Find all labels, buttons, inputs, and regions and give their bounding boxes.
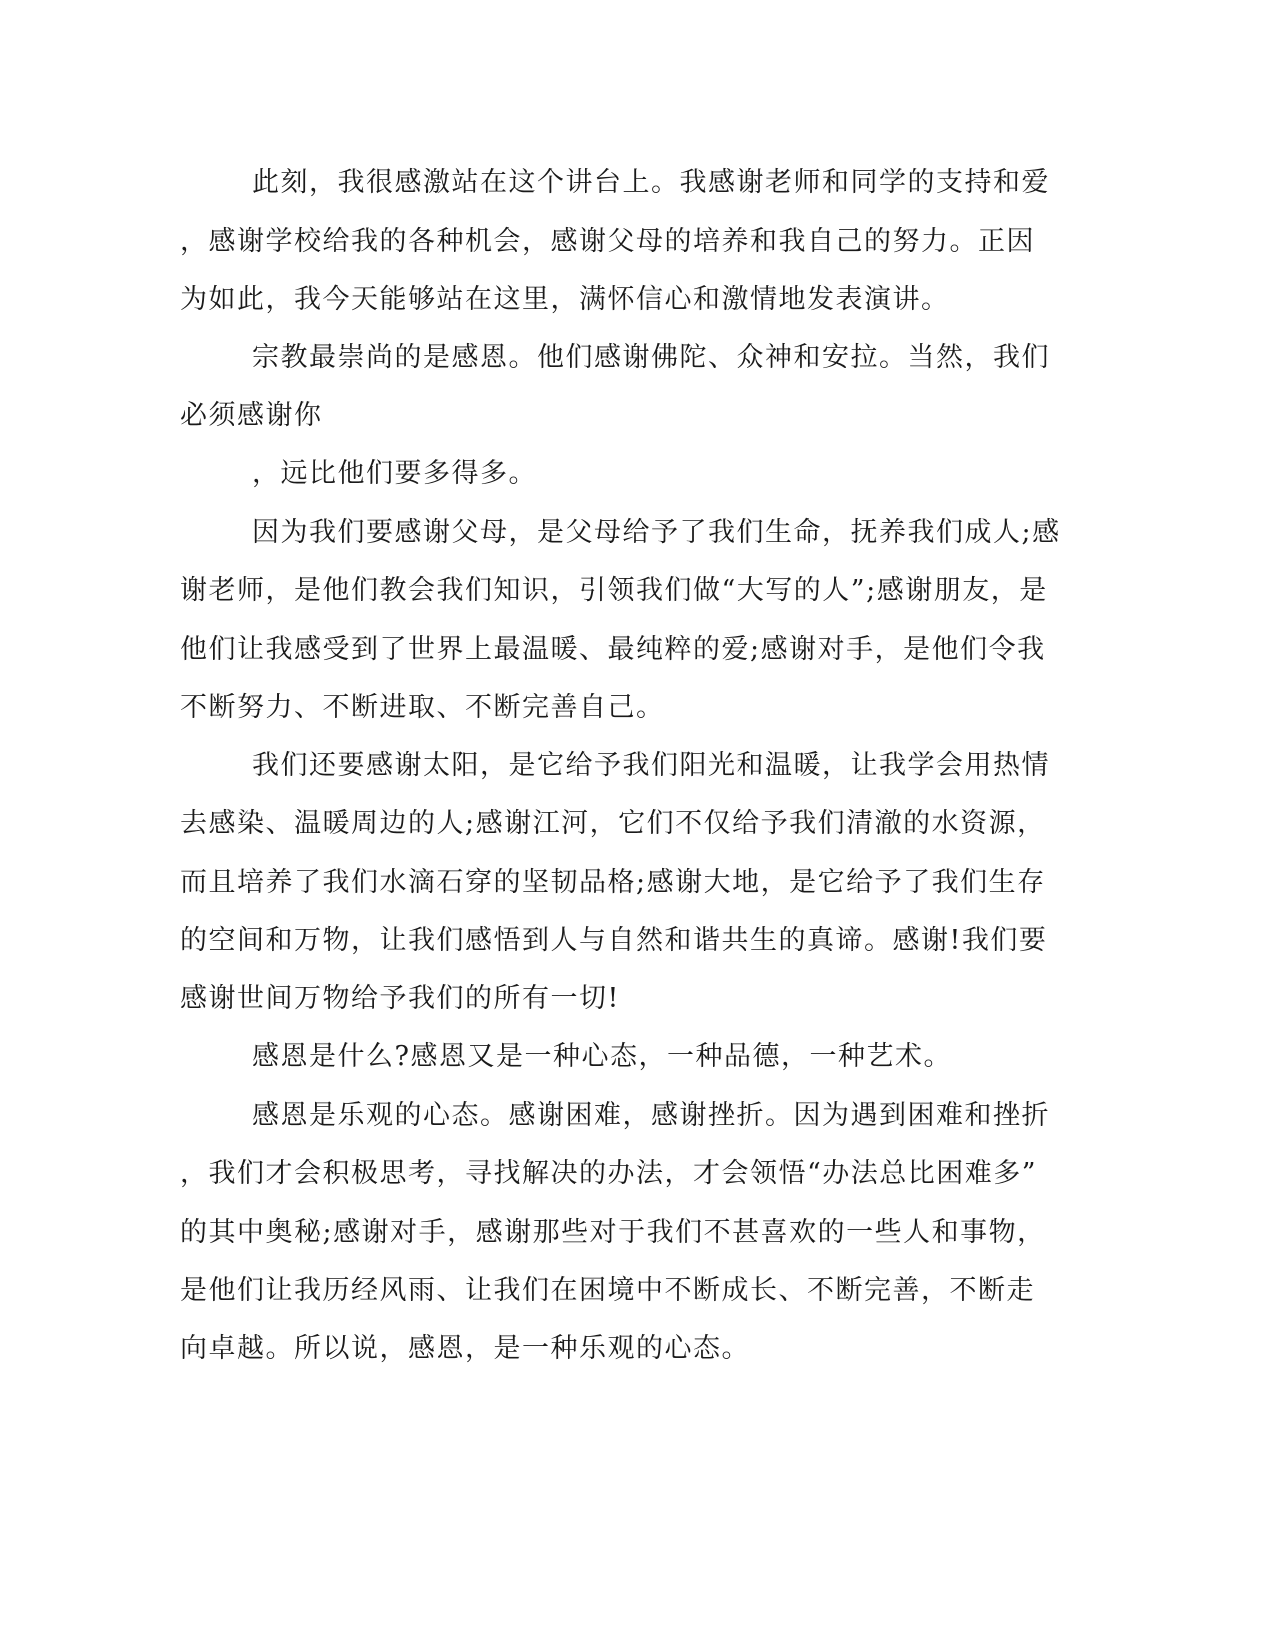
- text-line: ，我们才会积极思考，寻找解决的办法，才会领悟“办法总比困难多”: [180, 1158, 1038, 1189]
- text-line: 感谢世间万物给予我们的所有一切!: [180, 983, 620, 1014]
- text-line: 此刻，我很感激站在这个讲台上。我感谢老师和同学的支持和爱: [252, 167, 1050, 198]
- text-line: 的空间和万物，让我们感悟到人与自然和谐共生的真谛。感谢!我们要: [180, 925, 1048, 956]
- text-line: 为如此，我今天能够站在这里，满怀信心和激情地发表演讲。: [180, 284, 950, 315]
- text-line: 谢老师，是他们教会我们知识，引领我们做“大写的人”;感谢朋友，是: [180, 575, 1048, 606]
- text-line: ，感谢学校给我的各种机会，感谢父母的培养和我自己的努力。正因: [180, 226, 1035, 257]
- text-line: 宗教最崇尚的是感恩。他们感谢佛陀、众神和安拉。当然，我们: [252, 342, 1050, 373]
- text-line: 而且培养了我们水滴石穿的坚韧品格;感谢大地，是它给予了我们生存: [180, 867, 1046, 898]
- text-line: 是他们让我历经风雨、让我们在困境中不断成长、不断完善，不断走: [180, 1275, 1035, 1306]
- text-line: 他们让我感受到了世界上最温暖、最纯粹的爱;感谢对手，是他们令我: [180, 634, 1046, 665]
- text-line: 向卓越。所以说，感恩，是一种乐观的心态。: [180, 1333, 750, 1364]
- text-line: ，远比他们要多得多。: [252, 458, 537, 489]
- text-line: 我们还要感谢太阳，是它给予我们阳光和温暖，让我学会用热情: [252, 750, 1050, 781]
- text-line: 感恩是乐观的心态。感谢困难，感谢挫折。因为遇到困难和挫折: [252, 1100, 1050, 1131]
- text-line: 去感染、温暖周边的人;感谢江河，它们不仅给予我们清澈的水资源，: [180, 808, 1046, 839]
- text-line: 的其中奥秘;感谢对手，感谢那些对于我们不甚喜欢的一些人和事物，: [180, 1217, 1046, 1248]
- text-line: 不断努力、不断进取、不断完善自己。: [180, 692, 665, 723]
- text-line: 感恩是什么?感恩又是一种心态，一种品德，一种艺术。: [252, 1041, 952, 1072]
- text-line: 必须感谢你: [180, 400, 323, 431]
- text-line: 因为我们要感谢父母，是父母给予了我们生命，抚养我们成人;感: [252, 517, 1061, 548]
